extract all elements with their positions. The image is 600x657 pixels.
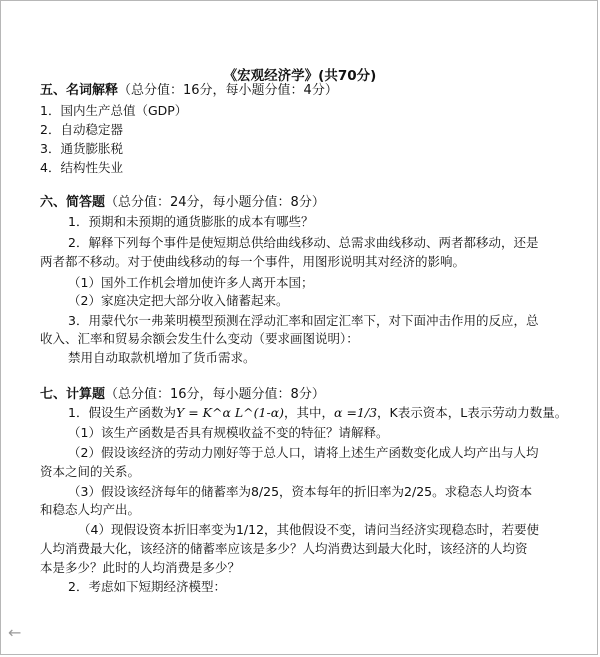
question-line: 资本之间的关系。 bbox=[40, 464, 141, 479]
q1-mid: ，其中， bbox=[284, 405, 335, 420]
q1-prefix: 1．假设生产函数为 bbox=[68, 405, 176, 420]
term-item: 2．自动稳定器 bbox=[40, 122, 123, 137]
section-7-heading bbox=[40, 386, 565, 404]
question-line: 和稳态人均产出。 bbox=[40, 502, 141, 517]
production-function-formula: Y = K^α L^(1-α) bbox=[175, 405, 285, 420]
section-5-heading bbox=[40, 82, 565, 100]
question-line bbox=[68, 404, 593, 422]
question-line: 人均消费最大化，该经济的储蓄率应该是多少？人均消费达到最大化时，该经济的人均资 bbox=[40, 541, 528, 556]
q1-suffix: ，K表示资本，L表示劳动力数量。 bbox=[377, 405, 568, 420]
question-line: 两者都不移动。对于使曲线移动的每一个事件，用图形说明其对经济的影响。 bbox=[40, 254, 466, 269]
question-line: 收入、汇率和贸易余额会发生什么变动（要求画图说明）： bbox=[40, 331, 359, 346]
section-6-heading bbox=[40, 194, 565, 212]
question-line: 1．预期和未预期的通货膨胀的成本有哪些？ bbox=[68, 214, 314, 229]
question-line: （1）该生产函数是否具有规模收益不变的特征？请解释。 bbox=[68, 425, 389, 440]
question-line: 2．考虑如下短期经济模型： bbox=[68, 579, 226, 594]
section-6-info: （总分值：24分，每小题分值：8分） bbox=[105, 195, 325, 210]
question-line: （4）现假设资本折旧率变为1/12，其他假设不变，请问当经济实现稳态时，若要使 bbox=[78, 522, 540, 537]
document-title: 《宏观经济学》(共70分) bbox=[223, 68, 377, 84]
question-line: （1）国外工作机会增加使许多人离开本国； bbox=[68, 275, 314, 290]
question-line: （2）家庭决定把大部分收入储蓄起来。 bbox=[68, 293, 289, 308]
question-line: （3）假设该经济每年的储蓄率为8/25，资本每年的折旧率为2/25。求稳态人均资本 bbox=[68, 484, 533, 499]
question-line: （2）假设该经济的劳动力刚好等于总人口，请将上述生产函数变化成人均产出与人均 bbox=[68, 445, 539, 460]
question-line: 禁用自动取款机增加了货币需求。 bbox=[68, 350, 256, 365]
alpha-value: α =1/3 bbox=[334, 405, 378, 420]
term-item: 4．结构性失业 bbox=[40, 160, 123, 175]
section-7-title: 七、计算题 bbox=[40, 387, 106, 402]
term-item: 1．国内生产总值（GDP） bbox=[40, 103, 188, 118]
section-7-info: （总分值：16分，每小题分值：8分） bbox=[105, 387, 325, 402]
question-line: 3．用蒙代尔一弗莱明模型预测在浮动汇率和固定汇率下，对下面冲击作用的反应，总 bbox=[68, 313, 539, 328]
question-line: 本是多少？此时的人均消费是多少？ bbox=[40, 560, 241, 575]
term-item: 3．通货膨胀税 bbox=[40, 141, 123, 156]
section-5-title: 五、名词解释 bbox=[40, 83, 119, 98]
back-arrow-icon[interactable]: ← bbox=[8, 623, 22, 642]
question-line: 2．解释下列每个事件是使短期总供给曲线移动、总需求曲线移动、两者都移动，还是 bbox=[68, 235, 539, 250]
section-6-title: 六、简答题 bbox=[40, 195, 106, 210]
section-5-info: （总分值：16分，每小题分值：4分） bbox=[118, 83, 338, 98]
